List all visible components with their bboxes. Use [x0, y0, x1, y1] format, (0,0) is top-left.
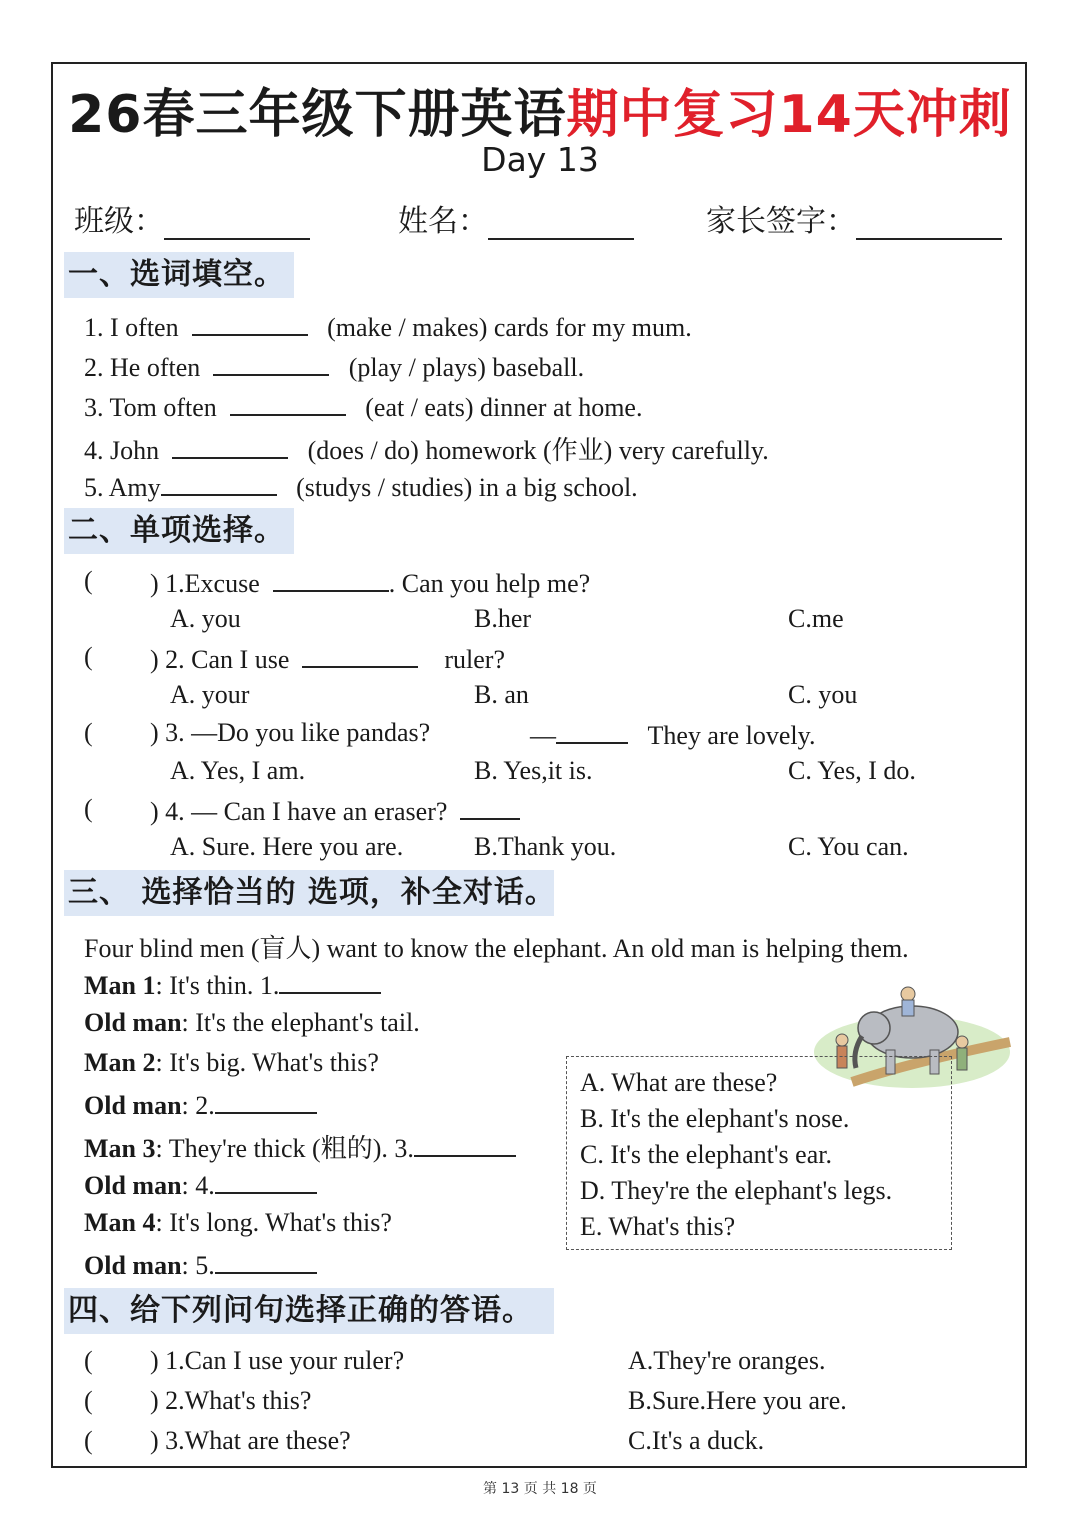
s2-q3-option-c[interactable]: C. Yes, I do.	[788, 756, 916, 785]
s2-q1-option-c[interactable]: C.me	[788, 604, 844, 633]
s2-question-3-answer: — They are lovely.	[530, 718, 815, 751]
section1-heading: 一、选词填空。	[64, 252, 294, 298]
s2-q4-option-b[interactable]: B.Thank you.	[474, 832, 617, 861]
section4-heading: 四、给下列问句选择正确的答语。	[64, 1288, 554, 1334]
answer-blank[interactable]	[273, 566, 389, 592]
answer-blank[interactable]	[213, 350, 329, 376]
s2-q3-option-a[interactable]: A. Yes, I am.	[170, 756, 306, 785]
answer-blank[interactable]	[215, 1088, 317, 1114]
dialog-line-5: Man 3: They're thick (粗的). 3.	[84, 1128, 516, 1165]
s1-item-1: 1. I often (make / makes) cards for my mum.	[84, 310, 692, 343]
dialog-line-7: Man 4: It's long. What's this?	[84, 1208, 392, 1237]
s2-q1-option-a[interactable]: A. you	[170, 604, 241, 633]
s1-item-3: 3. Tom often (eat / eats) dinner at home.	[84, 390, 642, 423]
s3-intro: Four blind men (盲人) want to know the elephant. An old man is helping them.	[84, 934, 909, 963]
answer-blank[interactable]	[302, 642, 418, 668]
answer-blank[interactable]	[215, 1248, 317, 1274]
answer-blank[interactable]	[556, 718, 628, 744]
s4-question-1: ) 1.Can I use your ruler?	[150, 1346, 405, 1375]
answer-blank[interactable]	[460, 794, 520, 820]
rider-body	[902, 1000, 914, 1016]
s1-item-2: 2. He often (play / plays) baseball.	[84, 350, 584, 383]
s2-q2-option-c[interactable]: C. you	[788, 680, 858, 709]
title-black: 26春三年级下册英语	[68, 85, 567, 145]
page-footer: 第 13 页 共 18 页	[483, 1481, 597, 1497]
s2-question-1: ) 1.Excuse . Can you help me?	[150, 566, 590, 599]
s2-q3-option-b[interactable]: B. Yes,it is.	[474, 756, 593, 785]
title-red: 期中复习14天冲刺	[566, 85, 1012, 145]
day-label: Day 13	[481, 140, 599, 179]
section2-heading: 二、单项选择。	[64, 508, 294, 554]
s4-question-3: ) 3.What are these?	[150, 1426, 351, 1455]
s4-paren[interactable]: (	[84, 1346, 93, 1375]
s3-option-a[interactable]: A. What are these?	[580, 1068, 778, 1097]
class-field[interactable]: 班级：	[74, 196, 310, 240]
answer-blank[interactable]	[279, 968, 381, 994]
s2-question-2: ) 2. Can I use ruler?	[150, 642, 505, 675]
s4-paren[interactable]: (	[84, 1386, 93, 1415]
answer-blank[interactable]	[192, 310, 308, 336]
s2-q1-option-b[interactable]: B.her	[474, 604, 532, 633]
man-figure-body	[957, 1048, 967, 1070]
rider-head	[901, 987, 915, 1001]
s4-answer-b: B.Sure.Here you are.	[628, 1386, 847, 1415]
s4-question-2: ) 2.What's this?	[150, 1386, 312, 1415]
s2-question-4: ) 4. — Can I have an eraser?	[150, 794, 520, 827]
s4-paren[interactable]: (	[84, 1426, 93, 1455]
s4-answer-a: A.They're oranges.	[628, 1346, 826, 1375]
dialog-line-6: Old man: 4.	[84, 1168, 317, 1201]
answer-blank[interactable]	[230, 390, 346, 416]
man-figure	[836, 1034, 848, 1046]
dialog-line-4: Old man: 2.	[84, 1088, 317, 1121]
dialog-line-2: Old man: It's the elephant's tail.	[84, 1008, 420, 1037]
s2-paren[interactable]: (	[84, 642, 93, 671]
s3-option-e[interactable]: E. What's this?	[580, 1212, 736, 1241]
section3-heading: 三、 选择恰当的 选项，补全对话。	[64, 870, 554, 916]
s2-q4-option-c[interactable]: C. You can.	[788, 832, 909, 861]
s1-item-5: 5. Amy (studys / studies) in a big school.	[84, 470, 638, 503]
s2-q2-option-b[interactable]: B. an	[474, 680, 529, 709]
dialog-line-8: Old man: 5.	[84, 1248, 317, 1281]
s2-paren[interactable]: (	[84, 566, 93, 595]
s2-paren[interactable]: (	[84, 718, 93, 747]
page-title	[0, 72, 1080, 147]
parent-signature-field[interactable]: 家长签字：	[706, 196, 1002, 240]
s3-option-d[interactable]: D. They're the elephant's legs.	[580, 1176, 893, 1205]
dialog-line-1: Man 1: It's thin. 1.	[84, 968, 381, 1001]
s2-q4-option-a[interactable]: A. Sure. Here you are.	[170, 832, 404, 861]
answer-blank[interactable]	[161, 470, 277, 496]
s1-item-4: 4. John (does / do) homework (作业) very carefully.	[84, 430, 769, 467]
man-figure	[956, 1036, 968, 1048]
answer-blank[interactable]	[172, 433, 288, 459]
s2-q2-option-a[interactable]: A. your	[170, 680, 250, 709]
answer-blank[interactable]	[414, 1131, 516, 1157]
s3-option-c[interactable]: C. It's the elephant's ear.	[580, 1140, 832, 1169]
dialog-line-3: Man 2: It's big. What's this?	[84, 1048, 379, 1077]
s2-question-3: ) 3. —Do you like pandas?	[150, 718, 431, 747]
s3-option-b[interactable]: B. It's the elephant's nose.	[580, 1104, 850, 1133]
s4-answer-c: C.It's a duck.	[628, 1426, 765, 1455]
answer-blank[interactable]	[215, 1168, 317, 1194]
name-field[interactable]: 姓名：	[398, 196, 634, 240]
s2-paren[interactable]: (	[84, 794, 93, 823]
